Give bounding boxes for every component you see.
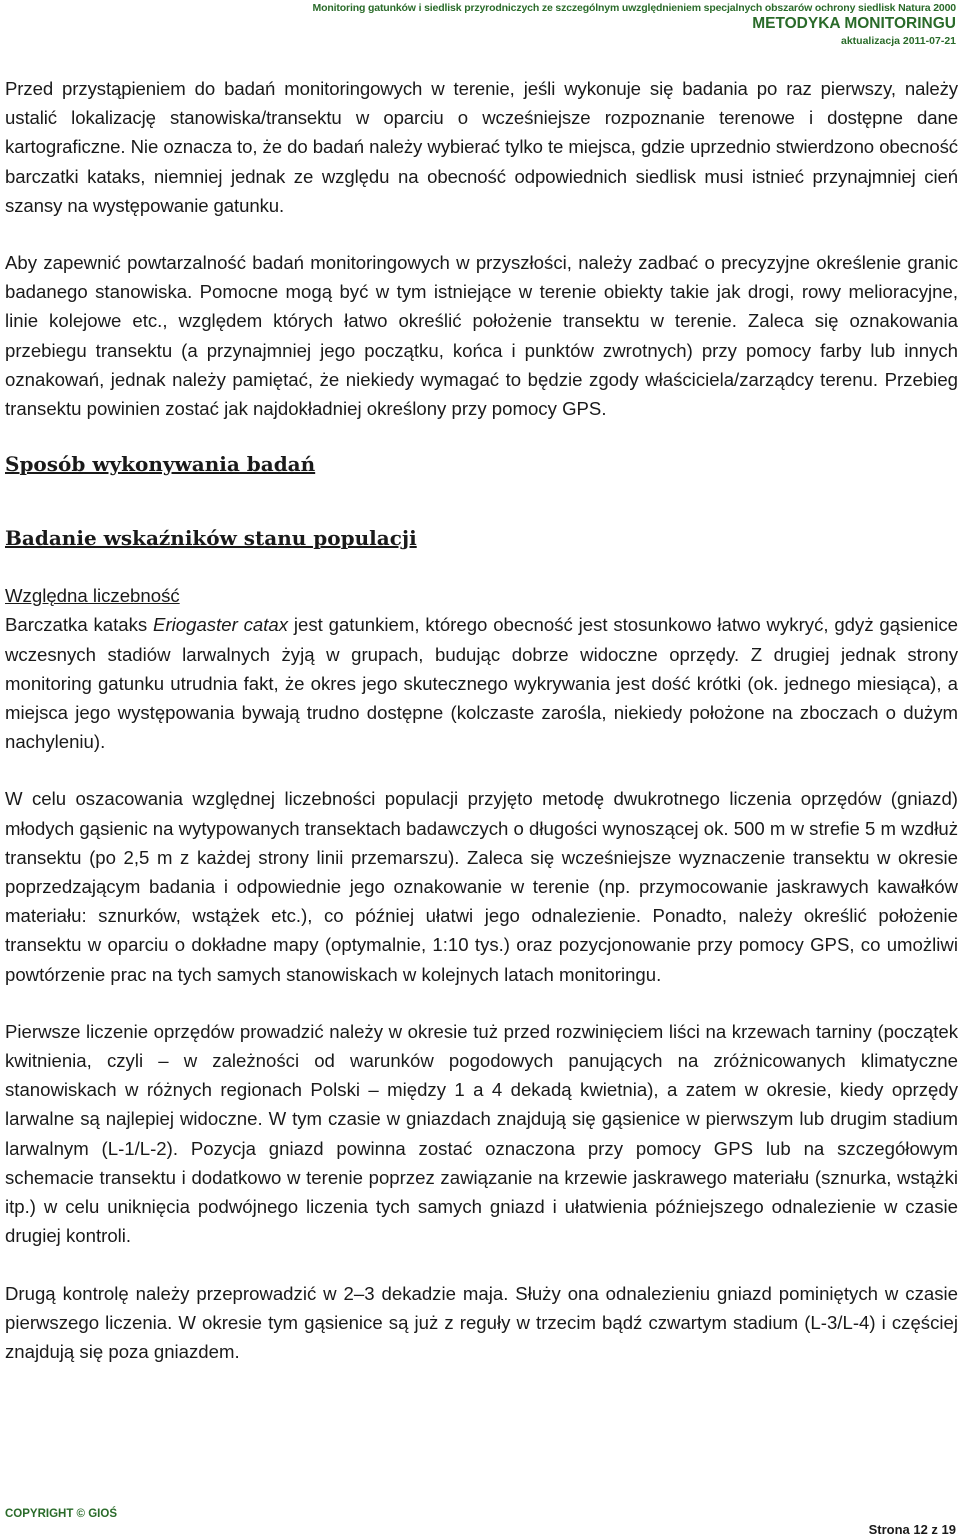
header-update-date: aktualizacja 2011-07-21 (841, 35, 956, 47)
section-heading-method: Sposób wykonywania badań (5, 452, 316, 477)
subheading-relative-abundance (5, 581, 958, 610)
paragraph-second-count: Drugą kontrolę należy przeprowadzić w 2–3 dekadzie maja. Służy ona odnalezieniu gniazd pominiętych w czasie pierwszego liczenia. W okresie tym gąsienice są już z reguły w trzecim bądź czwartym stadium (L-3/L-4) i częściej znajdują się poza gniazdem. (5, 1282, 958, 1362)
paragraph-species-intro-b: jest gatunkiem, którego obecność jest stosunkowo łatwo wykryć, gdyż gąsienice wczesnych stadiów larwalnych żyją w grupach, budując dobrze widoczne oprzędy. Z drugiej jednak strony monitoring gatunku utrudnia fakt, że okres jego skutecznego wykrywania jest dość krótki (ok. jednego miesiąca), a miejsca jego występowania bywają trudno dostępne (kolczaste zarośla, niekiedy położone na zboczach o dużym nachyleniu). (5, 614, 958, 753)
footer-page-number: Strona 12 z 19 (868, 1522, 956, 1537)
paragraph-location: Przed przystąpieniem do badań monitoringowych w terenie, jeśli wykonuje się badania po raz pierwszy, należy ustalić lokalizację stanowiska/transektu w oparciu o wcześniejsze rozpoznanie terenowe i dostępne dane kartograficzne. Nie oznacza to, że do badań należy wybierać tylko te miejsca, gdzie uprzednio stwierdzono obecność barczatki kataks, niemniej jednak ze względu na obecność odpowiednich siedlisk musi istnieć przynajmniej cień szansy na występowanie gatunku. (5, 78, 958, 216)
subheading-label: Względna liczebność (5, 585, 180, 607)
header-subtitle: METODYKA MONITORINGU (752, 15, 956, 32)
header-title: Monitoring gatunków i siedlisk przyrodniczych ze szczególnym uwzględnieniem specjalnych obszarów ochrony siedlisk Natura 2000 (312, 2, 956, 14)
paragraph-repeatability: Aby zapewnić powtarzalność badań monitoringowych w przyszłości, należy zadbać o precyzyjne określenie granic badanego stanowiska. Pomocne mogą być w tym istniejące w terenie obiekty takie jak drogi, rowy melioracyjne, linie kolejowe etc., względem których łatwo określić położenie transektu w terenie. Zaleca się oznakowania przebiegu transektu (a przynajmniej jego początku, końca i punktów zwrotnych) przy pomocy farby lub innych oznakowań, jednak należy pamiętać, że niekiedy wymagać to będzie zgody właściciela/zarządcy terenu. Przebieg transektu powinien zostać jak najdokładniej określony przy pomocy GPS. (5, 252, 958, 420)
page-header (313, 2, 957, 48)
paragraph-first-count: Pierwsze liczenie oprzędów prowadzić należy w okresie tuż przed rozwinięciem liści na krzewach tarniny (początek kwitnienia, czyli – w zależności od warunków pogodowych panujących na zróżnicowanych klimatyczne stanowiskach w różnych regionach Polski – między 1 a 4 dekadą kwietnia), a zatem w okresie, kiedy oprzędy larwalne są najlepiej widoczne. W tym czasie w gniazdach znajdują się gąsienice w pierwszym lub drugim stadium larwalnym (L-1/L-2). Pozycja gniazd powinna zostać oznaczona przy pomocy GPS lub na szczegółowym schemacie transektu i dodatkowo w terenie poprzez zawiązanie na krzewie jaskrawego materiału (sznurka, wstążki itp.) w celu uniknięcia podwójnego liczenia tych samych gniazd i ułatwienia późniejszego odnalezienie w czasie drugiej kontroli. (5, 1020, 958, 1247)
document-body (5, 74, 958, 1366)
paragraph-species-intro-a: Barczatka kataks (5, 614, 154, 636)
paragraph-species-intro (5, 610, 958, 756)
paragraph-abundance-method: W celu oszacowania względnej liczebności populacji przyjęto metodę dwukrotnego liczenia oprzędów (gniazd) młodych gąsienic na wytypowanych transektach badawczych o długości wynoszącej ok. 500 m w strefie 5 m wzdłuż transektu (po 2,5 m z każdej strony linii przemarszu). Zaleca się wcześniejsze wyznaczenie transektu w okresie poprzedzającym badania i odpowiednie jego oznakowanie w terenie (np. przymocowanie jaskrawych kawałków materiału: sznurków, wstążek etc.), co później ułatwi jego odnalezienie. Ponadto, należy określić położenie transektu w oparciu o dokładne mapy (optymalnie, 1:10 tys.) oraz pozycjonowanie przy pomocy GPS, co umożliwi powtórzenie prac na tych samych stanowiskach w kolejnych latach monitoringu. (5, 788, 958, 985)
footer-copyright: COPYRIGHT © GIOŚ (5, 1508, 117, 1520)
species-name: Eriogaster catax (153, 614, 289, 636)
section-heading-indicators: Badanie wskaźników stanu populacji (5, 526, 417, 551)
